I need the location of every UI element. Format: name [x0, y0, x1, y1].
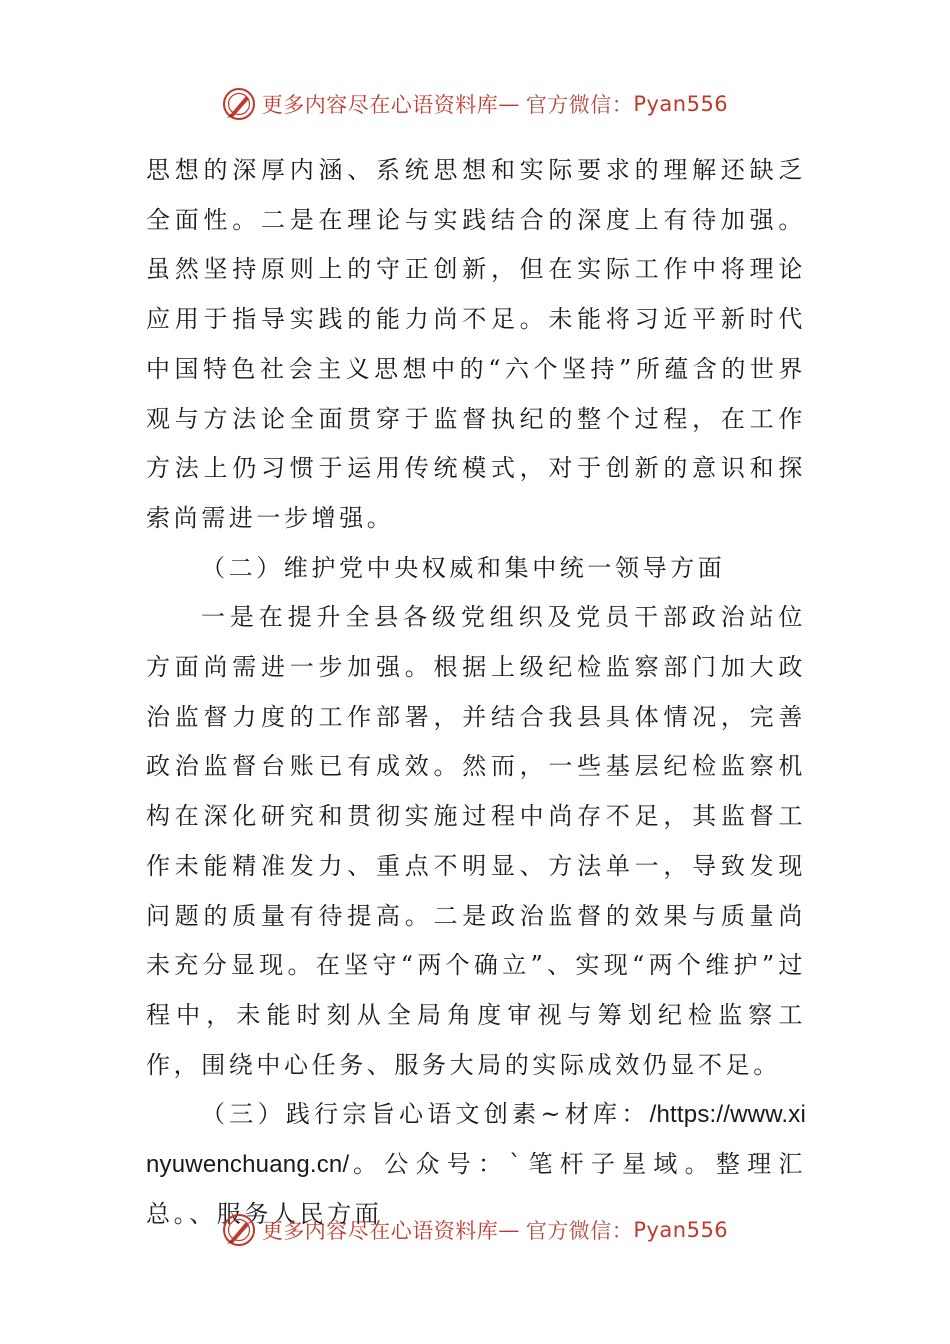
header-wechat-label: 官方微信： [525, 93, 634, 117]
heading-3-text-part2: 。公众号：`笔杆子星域。整理汇总。、服务人民方面 [146, 1150, 806, 1228]
footer-wechat-label: 官方微信： [525, 1219, 634, 1243]
website-url: /https://www.xinyuwenchuang.cn/ [146, 1101, 806, 1179]
header-dash: — [498, 92, 520, 116]
footer-wechat-id: Pyan556 [633, 1218, 729, 1242]
page-header-watermark [0, 86, 950, 122]
header-wechat-id: Pyan556 [633, 92, 729, 116]
paragraph-1: 思想的深厚内涵、系统思想和实际要求的理解还缺乏全面性。二是在理论与实践结合的深度上有待加强。虽然坚持原则上的守正创新，但在实际工作中将理论应用于指导实践的能力尚不足。未能将习近平新时代中国特色社会主义思想中的“六个坚持”所蕴含的世界观与方法论全面贯穿于监督执纪的整个过程，在工作方法上仍习惯于运用传统模式，对于创新的意识和探索尚需进一步增强。 [146, 156, 806, 532]
pen-logo-icon [222, 1213, 256, 1247]
page-footer-watermark [0, 1212, 950, 1248]
footer-dash: — [498, 1218, 520, 1242]
heading-3-text-part1: （三）践行宗旨心语文创素~材库： [201, 1100, 650, 1129]
paragraph-2: 一是在提升全县各级党组织及党员干部政治站位方面尚需进一步加强。根据上级纪检监察部门加大政治监督力度的工作部署，并结合我县具体情况，完善政治监督台账已有成效。然而，一些基层纪检监察机构在深化研究和贯彻实施过程中尚存不足，其监督工作未能精准发力、重点不明显、方法单一，导致发现问题的质量有待提高。二是政治监督的效果与质量尚未充分显现。在坚守“两个确立”、实现“两个维护”过程中，未能时刻从全局角度审视与筹划纪检监察工作，围绕中心任务、服务大局的实际成效仍显不足。 [146, 603, 806, 1079]
section-heading-2: （二）维护党中央权威和集中统一领导方面 [201, 553, 726, 582]
pen-logo-icon [222, 87, 256, 121]
document-body [146, 146, 806, 1239]
footer-site-text: 更多内容尽在心语资料库 [261, 1219, 499, 1243]
header-site-text: 更多内容尽在心语资料库 [261, 93, 499, 117]
